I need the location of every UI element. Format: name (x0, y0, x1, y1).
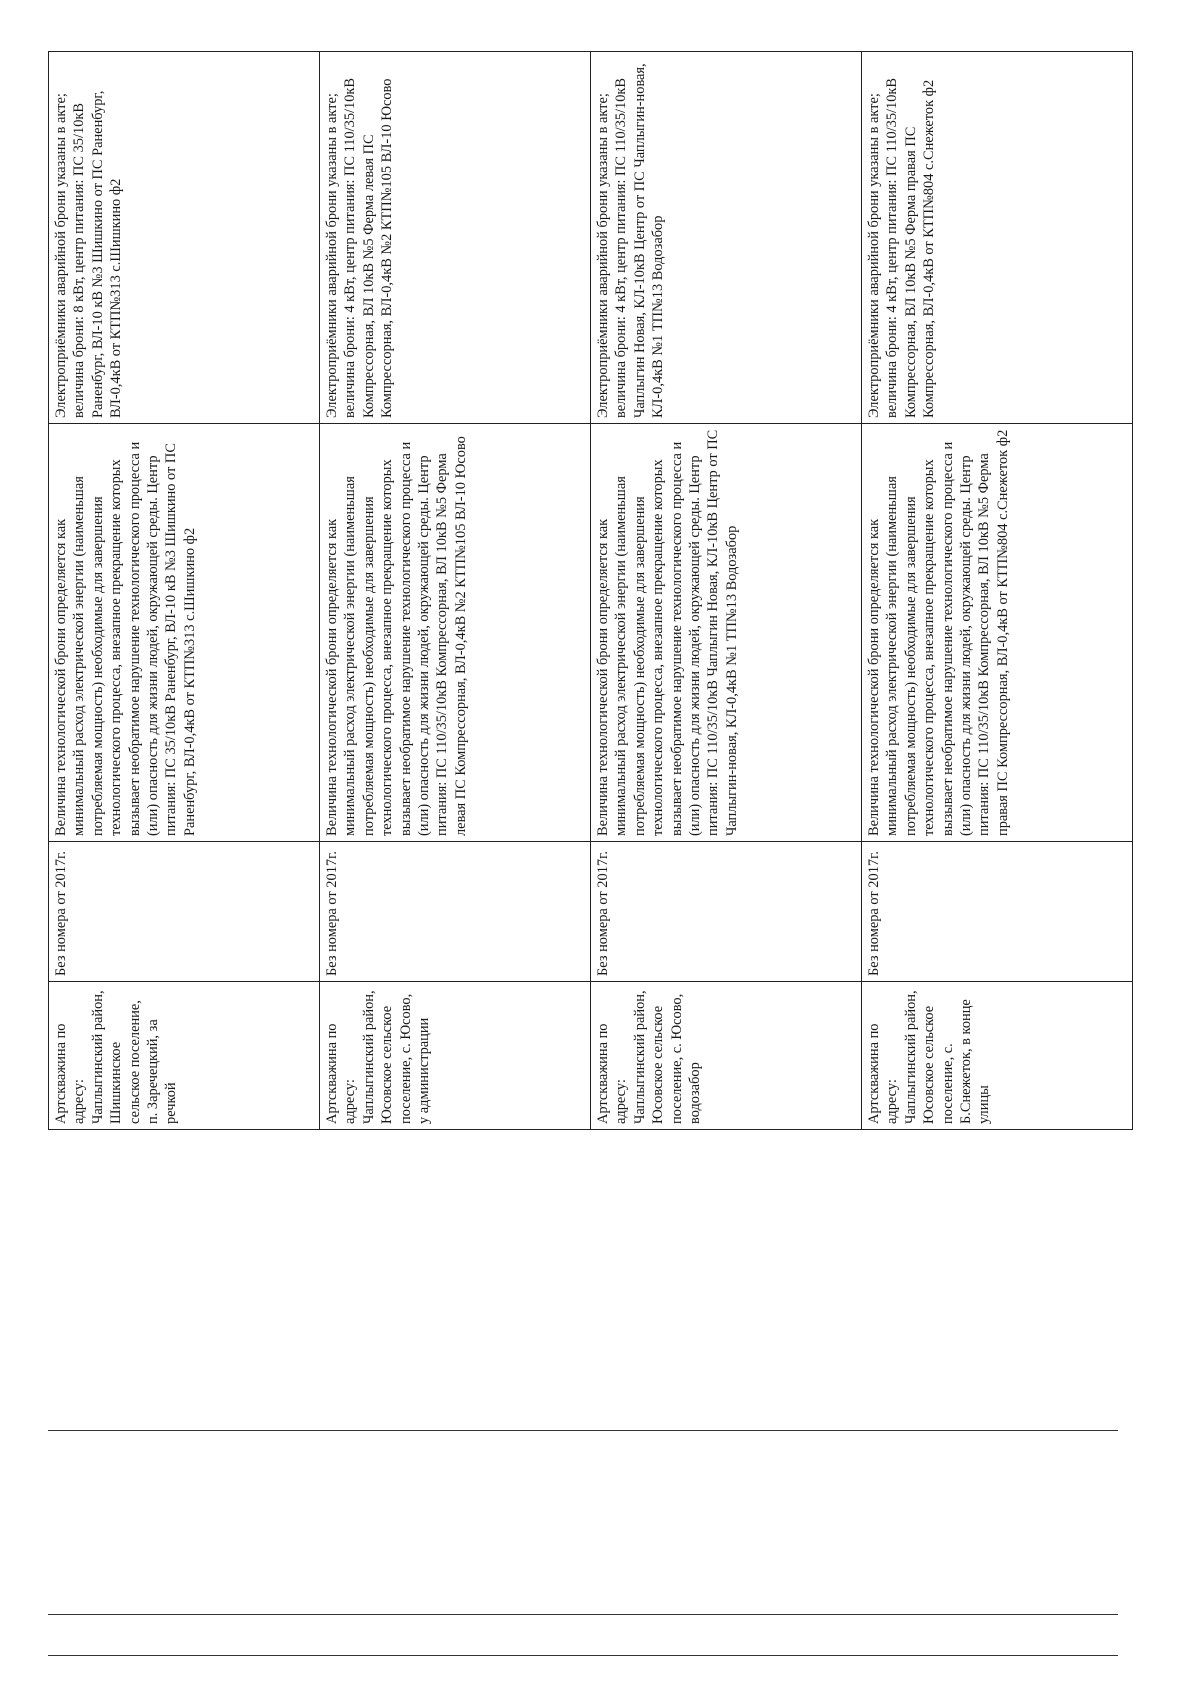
emergency-reserve-cell: Электроприёмники аварийной брони указаны в акте; величина брони: 4 кВт, центр питания: ПС 110/35/10кВ Компрессорная, ВЛ 10кВ №5 Ферма левая ПС Компрессорная, ВЛ-0,4кВ №2 КТП№105 ВЛ-10 Юсово (320, 52, 591, 424)
table-row (49, 52, 320, 1130)
technological-reserve-cell: Величина технологической брони определяется как минимальный расход электрической энергии (наименьшая потребляемая мощность) необходимые для завершения технологического процесса, внезапное прекращение которых вызывает необратимое нарушение технологического процесса и (или) опасность для жизни людей, окружающей среды. Центр питания: ПС 110/35/10кВ Компрессорная, ВЛ 10кВ №5 Ферма правая ПС Компрессорная, ВЛ-0,4кВ от КТП№804 с.Снежеток ф2 (862, 424, 1133, 842)
act-reference-cell: Без номера от 2017г. (49, 842, 320, 982)
emergency-reserve-cell: Электроприёмники аварийной брони указаны в акте; величина брони: 4 кВт, центр питания: ПС 110/35/10кВ Компрессорная, ВЛ 10кВ №5 Ферма правая ПС Компрессорная, ВЛ-0,4кВ от КТП№804 с.Снежеток ф2 (862, 52, 1133, 424)
object-address-cell: Артскважина по адресу: Чаплыгинский район, Юсовское сельское поселение, с. Юсово, у администрации (320, 982, 591, 1130)
object-address-cell: Артскважина по адресу: Чаплыгинский район, Шишкинское сельское поселение, п. Заречецкий, за речкой (49, 982, 320, 1130)
technological-reserve-cell: Величина технологической брони определяется как минимальный расход электрической энергии (наименьшая потребляемая мощность) необходимые для завершения технологического процесса, внезапное прекращение которых вызывает необратимое нарушение технологического процесса и (или) опасность для жизни людей, окружающей среды. Центр питания: ПС 110/35/10кВ Компрессорная, ВЛ 10кВ №5 Ферма левая ПС Компрессорная, ВЛ-0,4кВ №2 КТП№105 ВЛ-10 Юсово (320, 424, 591, 842)
power-reserve-table (48, 51, 1133, 1130)
emergency-reserve-cell: Электроприёмники аварийной брони указаны в акте; величина брони: 4 кВт, центр питания: ПС 110/35/10кВ Чаплыгин Новая, КЛ-10кВ Центр от ПС Чаплыгин-новая, КЛ-0,4кВ №1 ТП№13 Водозабор (591, 52, 862, 424)
act-reference-cell: Без номера от 2017г. (591, 842, 862, 982)
footer-rule-1 (48, 1430, 1118, 1431)
technological-reserve-cell: Величина технологической брони определяется как минимальный расход электрической энергии (наименьшая потребляемая мощность) необходимые для завершения технологического процесса, внезапное прекращение которых вызывает необратимое нарушение технологического процесса и (или) опасность для жизни людей, окружающей среды. Центр питания: ПС 35/10кВ Раненбург, ВЛ-10 кВ №3 Шишкино от ПС Раненбург, ВЛ-0,4кВ от КТП№313 с.Шишкино ф2 (49, 424, 320, 842)
act-reference-cell: Без номера от 2017г. (862, 842, 1133, 982)
footer-rule-3 (48, 1655, 1118, 1656)
table-row (862, 52, 1133, 1130)
act-reference-cell: Без номера от 2017г. (320, 842, 591, 982)
table-row (320, 52, 591, 1130)
object-address-cell: Артскважина по адресу: Чаплыгинский район, Юсовское сельское поселение, с. Юсово, водозабор (591, 982, 862, 1130)
technological-reserve-cell: Величина технологической брони определяется как минимальный расход электрической энергии (наименьшая потребляемая мощность) необходимые для завершения технологического процесса, внезапное прекращение которых вызывает необратимое нарушение технологического процесса и (или) опасность для жизни людей, окружающей среды. Центр питания: ПС 110/35/10кВ Чаплыгин Новая, КЛ-10кВ Центр от ПС Чаплыгин-новая, КЛ-0,4кВ №1 ТП№13 Водозабор (591, 424, 862, 842)
object-address-cell: Артскважина по адресу: Чаплыгинский район, Юсовское сельское поселение, с. Б.Снежеток, в конце улицы (862, 982, 1133, 1130)
emergency-reserve-cell: Электроприёмники аварийной брони указаны в акте; величина брони: 8 кВт, центр питания: ПС 35/10кВ Раненбург, ВЛ-10 кВ №3 Шишкино от ПС Раненбург, ВЛ-0,4кВ от КТП№313 с.Шишкино ф2 (49, 52, 320, 424)
rotated-page-content (48, 52, 1133, 1130)
footer-rule-2 (48, 1614, 1118, 1615)
table-row (591, 52, 862, 1130)
